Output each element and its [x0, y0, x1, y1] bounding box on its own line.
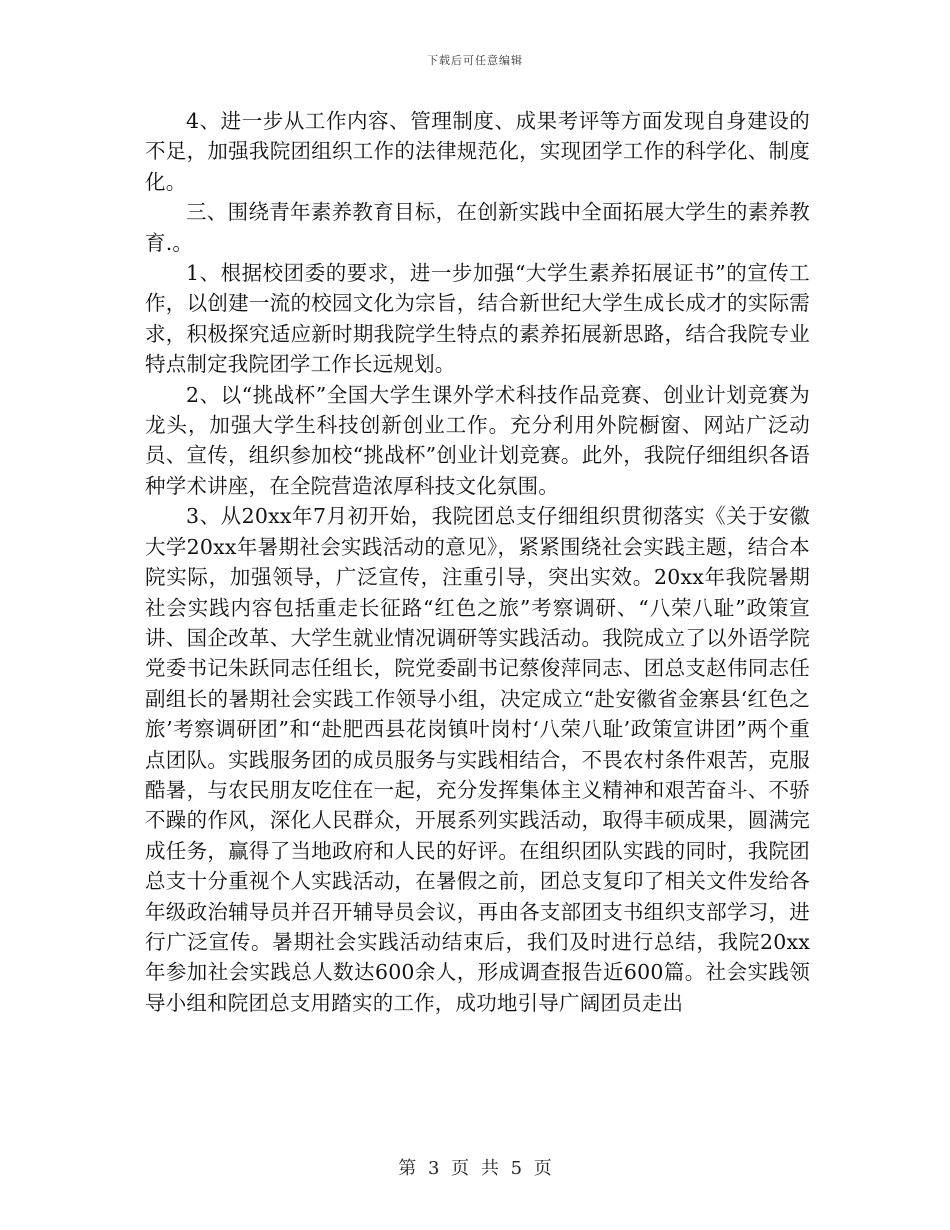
page-header-note: 下载后可任意编辑 [427, 54, 523, 67]
page-number: 第 3 页 共 5 页 [398, 1158, 552, 1179]
paragraph-item-3: 3、从20xx年7月初开始，我院团总支仔细组织贯彻落实《关于安徽大学20xx年暑期社会实践活动的意见》，紧紧围绕社会实践主题，结合本院实际，加强领导，广泛宣传，注重引导，突出实效。20xx年我院暑期社会实践内容包括重走长征路“红色之旅”考察调研、“八荣八耻”政策宣讲、国企改革、大学生就业情况调研等实践活动。我院成立了以外语学院党委书记朱跃同志任组长，院党委副书记蔡俊萍同志、团总支赵伟同志任副组长的暑期社会实践工作领导小组，决定成立“赴安徽省金寨县‘红色之旅’考察调研团”和“赴肥西县花岗镇叶岗村‘八荣八耻’政策宣讲团”两个重点团队。实践服务团的成员服务与实践相结合，不畏农村条件艰苦，克服酷暑，与农民朋友吃住在一起，充分发挥集体主义精神和艰苦奋斗、不骄不躁的作风，深化人民群众，开展系列实践活动，取得丰硕成果，圆满完成任务，赢得了当地政府和人民的好评。在组织团队实践的同时，我院团总支十分重视个人实践活动，在暑假之前，团总支复印了相关文件发给各年级政治辅导员并召开辅导员会议，再由各支部团支书组织支部学习，进行广泛宣传。暑期社会实践活动结束后，我们及时进行总结，我院20xx年参加社会实践总人数达600余人，形成调查报告近600篇。社会实践领导小组和院团总支用踏实的工作，成功地引导广阔团员走出 [145, 504, 810, 1015]
document-body [145, 106, 810, 1018]
paragraph-item-1: 1、根据校团委的要求，进一步加强“大学生素养拓展证书”的宣传工作，以创建一流的校园文化为宗旨，结合新世纪大学生成长成才的实际需求，积极探究适应新时期我院学生特点的素养拓展新思路，结合我院专业特点制定我院团学工作长远规划。 [145, 261, 810, 377]
paragraph-item-2: 2、以“挑战杯”全国大学生课外学术科技作品竞赛、创业计划竞赛为龙头，加强大学生科技创新创业工作。充分利用外院橱窗、网站广泛动员、宣传，组织参加校“挑战杯”创业计划竞赛。此外，我院仔细组织各语种学术讲座，在全院营造浓厚科技文化氛围。 [145, 382, 810, 498]
paragraph-section-3-heading: 三、围绕青年素养教育目标，在创新实践中全面拓展大学生的素养教育.。 [145, 200, 810, 255]
paragraph-item-4: 4、进一步从工作内容、管理制度、成果考评等方面发现自身建设的不足，加强我院团组织工作的法律规范化，实现团学工作的科学化、制度化。 [145, 109, 810, 194]
